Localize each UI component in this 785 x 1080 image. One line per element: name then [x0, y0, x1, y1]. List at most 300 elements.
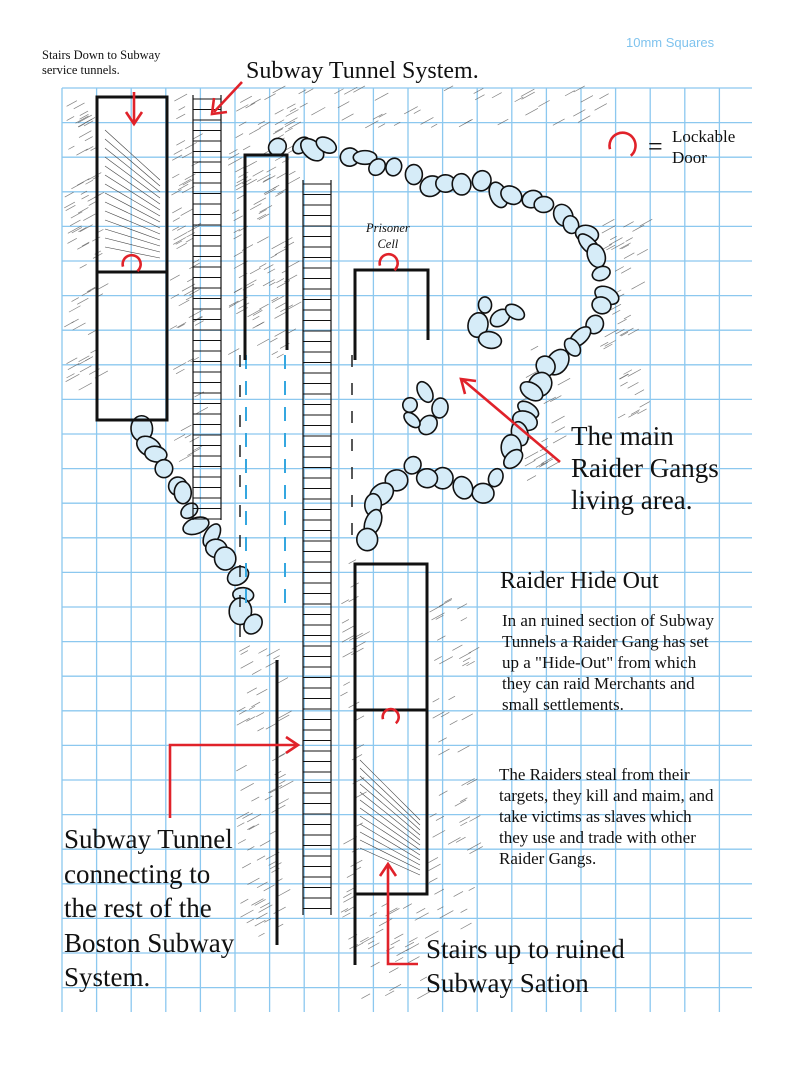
hatch-stroke — [469, 815, 480, 821]
hatch-stroke — [67, 101, 77, 107]
hatch-stroke — [640, 402, 650, 408]
hatch-stroke — [289, 171, 295, 175]
hatch-stroke — [637, 249, 648, 255]
stair-shade — [360, 824, 420, 860]
hatch-stroke — [67, 358, 78, 364]
hatch-stroke — [179, 107, 185, 111]
hatch-stroke — [77, 298, 88, 304]
hatch-stroke — [253, 316, 260, 320]
wall-pillar — [245, 155, 287, 360]
hatch-stroke — [187, 448, 200, 455]
hatch-stroke — [249, 824, 259, 830]
hatch-stroke — [415, 913, 429, 921]
hatch-stroke — [600, 342, 608, 346]
hatch-stroke — [273, 129, 283, 134]
hatch-stroke — [172, 174, 179, 178]
hatch-stroke — [259, 263, 266, 267]
hatch-stroke — [240, 899, 248, 903]
stair-shade — [105, 130, 160, 180]
hatch-stroke — [558, 378, 570, 385]
hatch-stroke — [635, 390, 644, 395]
hatch-stroke — [257, 856, 265, 861]
hatch-stroke — [267, 649, 280, 656]
hatch-stroke — [287, 177, 300, 184]
hatch-stroke — [581, 96, 593, 103]
stair-shade — [360, 768, 420, 825]
hatch-stroke — [173, 362, 186, 369]
hatch-stroke — [275, 156, 284, 161]
hatch-stroke — [78, 227, 86, 231]
connecting-tunnel-label: Subway Tunnel connecting to the rest of the Boston Subway System. — [64, 824, 235, 992]
hatch-stroke — [460, 822, 467, 826]
hatch-stroke — [452, 645, 462, 650]
lockable-door-icon — [610, 133, 636, 156]
hatch-stroke — [272, 296, 284, 303]
hatch-stroke — [248, 309, 262, 317]
hatch-stroke — [475, 95, 484, 100]
hatch-stroke — [257, 174, 271, 181]
hatch-stroke — [459, 817, 470, 823]
hatch-stroke — [267, 269, 275, 273]
hatch-stroke — [439, 600, 452, 607]
stair-shade — [360, 792, 420, 840]
hatch-stroke — [378, 124, 385, 128]
hatch-stroke — [84, 121, 93, 126]
hatch-stroke — [434, 656, 442, 660]
hatch-stroke — [72, 298, 79, 302]
hatch-stroke — [408, 957, 419, 963]
hatch-stroke — [637, 409, 646, 414]
hatch-stroke — [421, 117, 434, 124]
hatch-stroke — [247, 919, 254, 923]
hatch-stroke — [343, 682, 349, 686]
hatch-stroke — [235, 181, 244, 186]
hatch-stroke — [431, 124, 437, 127]
hatch-stroke — [271, 297, 278, 301]
hatch-stroke — [83, 214, 95, 221]
hatch-stroke — [229, 149, 237, 154]
hatch-stroke — [437, 636, 445, 640]
hatch-stroke — [251, 99, 261, 105]
hatch-stroke — [69, 306, 81, 312]
hatch-stroke — [522, 92, 535, 99]
hatch-stroke — [277, 889, 290, 896]
hatch-stroke — [631, 282, 644, 289]
hatch-stroke — [276, 278, 284, 282]
hatch-stroke — [469, 887, 475, 890]
hatch-stroke — [338, 102, 349, 108]
hatch-stroke — [259, 304, 268, 309]
hatch-stroke — [85, 137, 93, 141]
hatch-stroke — [438, 749, 449, 755]
hatch-stroke — [273, 656, 279, 659]
hatch-stroke — [574, 86, 585, 92]
hatch-stroke — [257, 237, 268, 243]
hatch-stroke — [621, 245, 629, 249]
hatch-stroke — [521, 89, 534, 96]
hatch-stroke — [311, 107, 325, 115]
hatch-stroke — [67, 116, 74, 120]
hatch-stroke — [595, 104, 607, 111]
hatch-stroke — [241, 910, 254, 917]
hatch-stroke — [342, 619, 349, 623]
boulder — [534, 196, 554, 213]
hatch-stroke — [624, 315, 631, 319]
hatch-stroke — [170, 275, 180, 280]
hatch-stroke — [628, 369, 641, 376]
hatch-stroke — [474, 88, 484, 93]
hatch-stroke — [553, 436, 566, 443]
hatch-stroke — [620, 382, 627, 386]
hatch-stroke — [272, 351, 278, 354]
hatch-stroke — [256, 689, 267, 695]
hatch-stroke — [429, 878, 437, 883]
hatch-stroke — [228, 349, 239, 355]
hatch-stroke — [85, 180, 92, 184]
map-title: Raider Hide Out — [500, 568, 659, 594]
hatch-stroke — [71, 182, 83, 189]
hatch-stroke — [618, 414, 625, 418]
hatch-stroke — [64, 322, 74, 327]
hatch-stroke — [87, 287, 95, 291]
hatch-stroke — [341, 908, 348, 912]
hatch-stroke — [177, 243, 187, 249]
hatch-stroke — [433, 698, 440, 702]
hatch-stroke — [628, 412, 638, 418]
hatch-stroke — [80, 225, 93, 232]
hatch-stroke — [267, 167, 277, 172]
hatch-stroke — [341, 600, 348, 604]
hatch-stroke — [229, 301, 238, 306]
boulder — [154, 459, 173, 479]
hatch-stroke — [573, 110, 585, 117]
hatch-stroke — [242, 813, 252, 819]
hatch-stroke — [456, 837, 465, 842]
hatch-stroke — [259, 905, 273, 913]
hatch-stroke — [440, 911, 454, 919]
stair-shade — [360, 800, 420, 845]
hatch-stroke — [170, 326, 177, 330]
hatch-stroke — [65, 192, 74, 197]
hatch-stroke — [389, 968, 398, 973]
hatch-stroke — [193, 134, 202, 139]
hatch-stroke — [463, 658, 470, 662]
hatch-stroke — [73, 323, 86, 330]
hatch-stroke — [177, 322, 186, 327]
boulder — [383, 156, 404, 178]
stair-shade — [105, 220, 160, 240]
hatch-stroke — [461, 618, 467, 621]
hatch-stroke — [525, 108, 538, 115]
hatch-stroke — [284, 242, 294, 248]
hatch-stroke — [240, 96, 252, 102]
boulder — [478, 297, 492, 314]
hatch-stroke — [189, 289, 199, 295]
hatch-stroke — [66, 374, 80, 382]
prisoner-cell-wall — [355, 270, 428, 360]
hatch-stroke — [552, 416, 565, 423]
stair-shade — [360, 832, 420, 865]
hatch-stroke — [357, 823, 363, 826]
hatch-stroke — [253, 322, 265, 328]
hatch-stroke — [534, 453, 548, 461]
hatch-stroke — [241, 661, 254, 668]
hatch-stroke — [375, 93, 389, 100]
description-para-2: The Raiders steal from their targets, they kill and maim, and take victims as slaves which they use and trade with other Raider Gangs. — [499, 765, 714, 868]
hatch-stroke — [618, 319, 627, 324]
hatch-stroke — [257, 728, 263, 732]
hatch-stroke — [450, 721, 458, 725]
hatch-stroke — [288, 302, 301, 309]
hatch-stroke — [469, 846, 482, 853]
hatch-stroke — [279, 781, 293, 789]
hatch-stroke — [278, 774, 285, 778]
hatch-stroke — [185, 435, 191, 438]
hatch-stroke — [449, 696, 456, 700]
hatch-stroke — [179, 179, 191, 186]
hatch-stroke — [429, 864, 441, 871]
hatch-stroke — [578, 116, 590, 123]
hatch-stroke — [361, 994, 370, 999]
hatch-stroke — [275, 312, 287, 319]
hatch-stroke — [82, 291, 91, 296]
hatch-stroke — [606, 245, 615, 250]
hatch-stroke — [241, 783, 254, 790]
hatch-stroke — [82, 242, 89, 246]
hatch-stroke — [379, 919, 392, 926]
hatch-stroke — [270, 338, 277, 342]
hatch-stroke — [257, 339, 269, 346]
hatch-stroke — [429, 857, 438, 862]
hatch-stroke — [79, 383, 92, 390]
hatch-stroke — [174, 232, 187, 239]
hatch-stroke — [371, 962, 380, 967]
hatch-stroke — [352, 754, 362, 760]
hatch-stroke — [275, 330, 287, 336]
hatch-stroke — [525, 452, 538, 459]
hatch-stroke — [250, 268, 261, 274]
hatch-stroke — [228, 153, 239, 159]
legend-equals: = — [648, 132, 663, 161]
living-area-label: The main Raider Gangs living area. — [571, 421, 719, 515]
hatch-stroke — [70, 220, 80, 226]
hatch-stroke — [174, 150, 183, 155]
boulder — [405, 164, 422, 184]
hatch-stroke — [76, 149, 87, 155]
boulder — [174, 481, 191, 503]
hatch-stroke — [615, 266, 624, 271]
hatch-stroke — [185, 174, 196, 180]
hatch-stroke — [189, 263, 199, 269]
hatch-stroke — [238, 172, 248, 177]
stair-shade — [105, 166, 160, 204]
hatch-stroke — [277, 715, 289, 722]
hatch-stroke — [242, 863, 251, 868]
hatch-stroke — [74, 103, 85, 109]
hatch-stroke — [624, 253, 634, 259]
hatch-stroke — [492, 93, 502, 98]
hatch-stroke — [454, 891, 463, 896]
hatch-stroke — [79, 356, 90, 362]
stair-shade — [105, 211, 160, 234]
hatch-stroke — [67, 238, 76, 243]
hatch-stroke — [620, 243, 631, 249]
hatch-stroke — [237, 718, 250, 725]
pointer-arrow-icon — [388, 866, 418, 964]
hatch-stroke — [619, 374, 628, 379]
hatch-stroke — [620, 328, 634, 336]
hatch-stroke — [272, 242, 285, 249]
lockable-door-icon — [380, 254, 398, 270]
hatch-stroke — [550, 396, 561, 402]
hatch-stroke — [279, 781, 285, 784]
stair-room-lower — [355, 564, 427, 894]
hatch-stroke — [247, 814, 261, 822]
hatch-stroke — [395, 957, 403, 961]
hatch-stroke — [252, 669, 261, 674]
hatch-stroke — [462, 714, 473, 720]
hatch-stroke — [342, 913, 350, 917]
hatch-stroke — [409, 938, 418, 943]
hatch-stroke — [305, 89, 313, 94]
hatch-stroke — [181, 209, 194, 216]
prisoner-cell-label: Prisoner Cell — [366, 221, 410, 251]
boulder — [590, 264, 612, 283]
hatch-stroke — [88, 173, 102, 181]
rubble-boulders — [131, 134, 622, 638]
hatch-stroke — [186, 238, 193, 242]
hatch-stroke — [176, 369, 184, 374]
hatch-stroke — [351, 648, 363, 655]
hatch-stroke — [455, 800, 466, 806]
hatch-stroke — [71, 212, 82, 218]
hatch-stroke — [239, 646, 250, 652]
hatch-stroke — [247, 826, 254, 830]
hatch-stroke — [458, 746, 470, 753]
stair-shade — [105, 184, 160, 216]
hatch-stroke — [64, 202, 75, 208]
hatch-stroke — [274, 907, 286, 914]
hatch-stroke — [544, 397, 556, 404]
hatch-stroke — [174, 94, 187, 101]
hatch-stroke — [253, 170, 264, 176]
hatch-stroke — [241, 651, 248, 655]
hatch-stroke — [237, 812, 250, 819]
hatch-stroke — [195, 321, 204, 326]
hatch-stroke — [565, 91, 575, 96]
hatch-stroke — [265, 796, 272, 800]
boulder — [357, 528, 378, 551]
hatch-stroke — [183, 179, 194, 185]
hatch-stroke — [260, 840, 270, 846]
hatch-stroke — [173, 218, 180, 222]
hatch-stroke — [173, 237, 186, 244]
hatch-stroke — [256, 712, 264, 716]
hatch-stroke — [416, 908, 425, 913]
hatch-stroke — [531, 346, 538, 350]
stairs-down-label: Stairs Down to Subway service tunnels. — [42, 48, 161, 77]
hatch-stroke — [186, 296, 192, 300]
hatch-stroke — [264, 187, 277, 194]
hatch-stroke — [88, 194, 101, 201]
stairs-up-label: Stairs up to ruined Subway Sation — [426, 934, 625, 998]
hatch-stroke — [251, 702, 260, 707]
hatch-stroke — [264, 265, 273, 270]
hatch-stroke — [287, 104, 296, 109]
hatch-stroke — [258, 649, 267, 654]
stair-shade — [105, 238, 160, 252]
hatch-stroke — [612, 310, 620, 314]
hatch-stroke — [439, 657, 452, 664]
hatch-stroke — [342, 626, 354, 633]
hatch-stroke — [259, 209, 267, 213]
hatch-stroke — [373, 114, 382, 119]
hatch-stroke — [527, 476, 536, 481]
description-para-1: In an ruined section of Subway Tunnels a Raider Gang has set up a "Hide-Out" from which they can raid Merchants and small settlements. — [502, 611, 714, 714]
hatch-stroke — [538, 100, 549, 106]
hatch-stroke — [236, 134, 243, 138]
hatch-stroke — [185, 142, 197, 148]
hatch-stroke — [391, 940, 400, 945]
stair-shade — [105, 175, 160, 210]
hatch-stroke — [621, 268, 631, 273]
hatch-stroke — [250, 204, 261, 210]
stair-shade — [105, 139, 160, 186]
hatch-stroke — [288, 329, 296, 333]
hatch-stroke — [179, 455, 192, 462]
hatch-stroke — [80, 264, 87, 268]
stair-shade — [105, 229, 160, 246]
stair-shade — [360, 848, 420, 875]
hatch-stroke — [466, 661, 474, 666]
hatch-stroke — [243, 146, 250, 150]
tunnel-system-label: Subway Tunnel System. — [246, 58, 479, 84]
grid-note: 10mm Squares — [626, 35, 715, 50]
hatch-stroke — [599, 94, 608, 99]
hatch-stroke — [275, 248, 287, 255]
hatch-stroke — [343, 893, 351, 898]
hatch-stroke — [196, 407, 208, 414]
hatch-stroke — [179, 300, 190, 306]
hatch-stroke — [268, 785, 282, 792]
hatch-stroke — [275, 127, 284, 132]
hatch-stroke — [249, 128, 260, 134]
hatch-stroke — [237, 823, 244, 827]
hatch-stroke — [247, 688, 257, 693]
hatch-stroke — [275, 109, 284, 114]
hatch-stroke — [342, 114, 354, 120]
hatch-stroke — [255, 920, 266, 926]
stair-shade — [105, 202, 160, 228]
hatch-stroke — [236, 765, 246, 771]
stair-shade — [360, 760, 420, 820]
hatch-stroke — [360, 937, 368, 942]
hatch-stroke — [254, 198, 266, 205]
hatch-stroke — [414, 110, 421, 114]
hatch-stroke — [275, 302, 287, 308]
hatch-stroke — [176, 140, 185, 145]
hatch-stroke — [171, 294, 179, 299]
hatch-stroke — [603, 219, 615, 226]
hatch-stroke — [190, 437, 200, 442]
hatch-stroke — [174, 434, 185, 440]
legend-text: Lockable Door — [672, 127, 736, 167]
hatch-stroke — [78, 207, 88, 213]
hatch-stroke — [555, 427, 565, 433]
hatch-stroke — [394, 934, 403, 939]
hatch-stroke — [246, 280, 256, 286]
hatch-stroke — [259, 214, 269, 220]
